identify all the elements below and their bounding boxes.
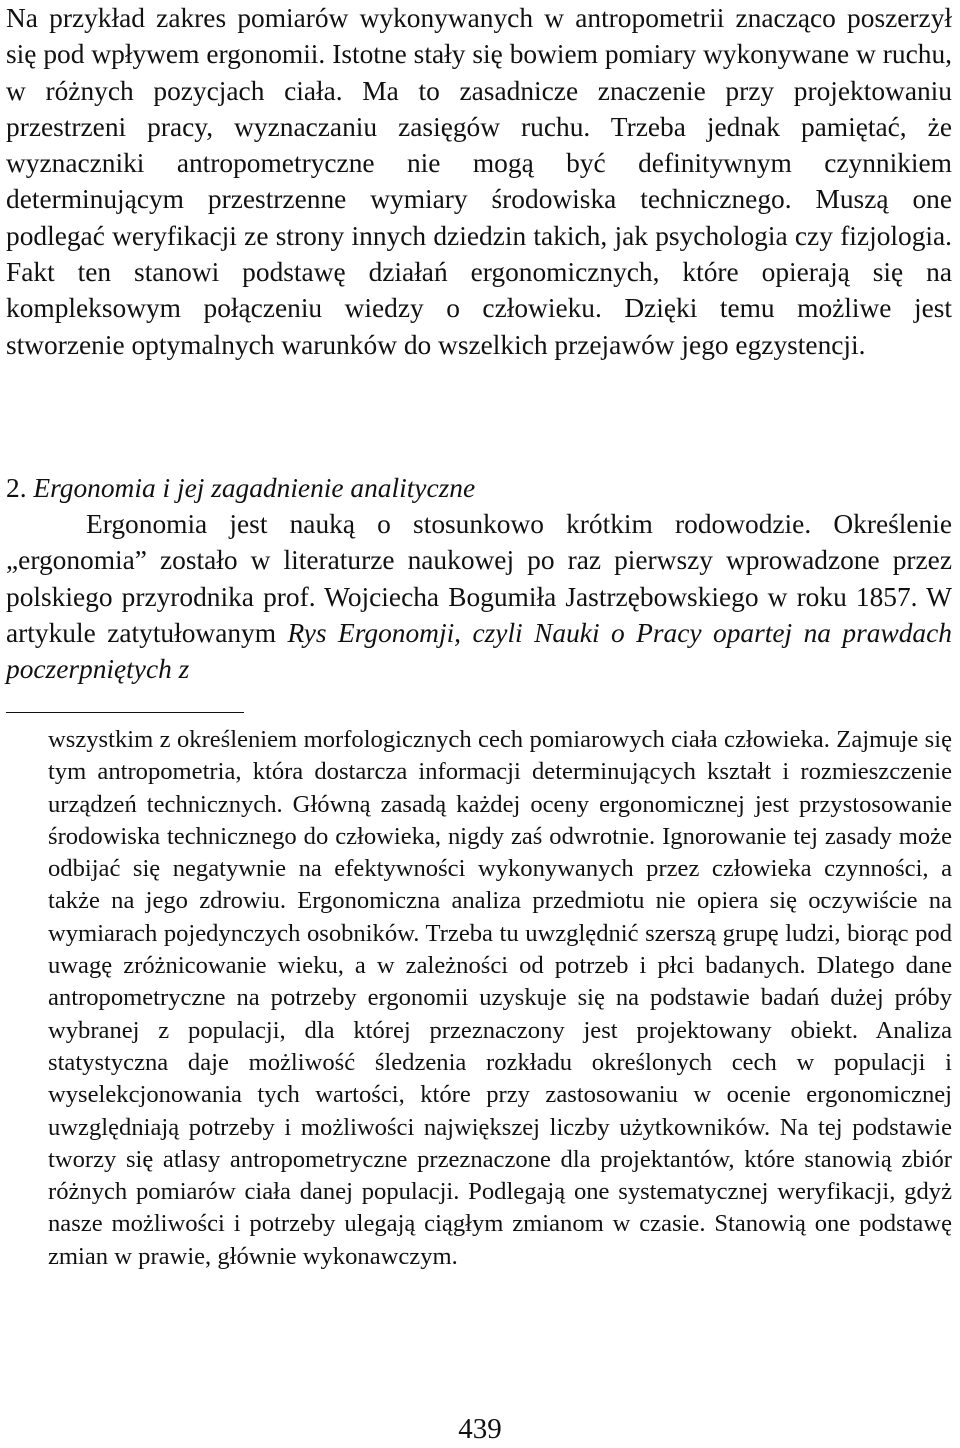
page-number: 439 [458,1413,502,1445]
section-title: Ergonomia i jej zagadnienie analityczne [33,473,476,503]
cited-work-title: Rys Ergonomji, czyli Nauki o Pracy opartej na prawdach poczerpniętych z [6,617,952,685]
footnote-text: wszystkim z określeniem morfologicznych cech pomiarowych ciała człowieka. Zajmuje się tym antropometria, która dostarcza informacji determinujących kształt i rozmieszczenie urządzeń technicznych. Główną zasadą każdej oceny ergonomicznej jest przystosowanie środowiska technicznego do człowieka, nigdy zaś odwrotnie. Ignorowanie tej zasady może odbijać się negatywnie na efektywności wykonywanych przez człowieka czynności, a także na jego zdrowiu. Ergonomiczna analiza przedmiotu nie opiera się oczywiście na wymiarach pojedynczych osobników. Trzeba tu uwzględnić szerszą grupę ludzi, biorąc pod uwagę zróżnicowanie wieku, a w zależności od potrzeb i płci badanych. Dlatego dane antropometryczne na potrzeby ergonomii uzyskuje się na podstawie badań dużej próby wybranej z populacji, dla której przeznaczony jest projektowany obiekt. Analiza statystyczna daje możliwość śledzenia rozkładu określonych cech w populacji i wyselekcjonowania tych wartości, które przy zastosowaniu w ocenie ergonomicznej uwzględniają potrzeby i możliwości największej liczby użytkowników. Na tej podstawie tworzy się atlasy antropometryczne przeznaczone dla projektantów, które stanowią zbiór różnych pomiarów ciała danej populacji. Podlegają one systematycznej weryfikacji, gdyż nasze możliwości i potrzeby ulegają ciągłym zmianom w czasie. Stanowią one podstawę zmian w prawie, głównie wykonawczym. [48,726,952,1270]
section-number: 2. [6,473,27,503]
body-paragraph-2 [6,506,952,687]
section-heading [6,470,952,506]
footnote-separator [6,712,244,713]
body-paragraph-2-text: Ergonomia jest nauką o stosunkowo krótkim rodowodzie. Określenie „ergonomia” zostało w literaturze naukowej po raz pierwszy wprowadzone przez polskiego przyrodnika prof. Wojciecha Bogumiła Jastrzębowskiego w roku 1857. W artykule zatytułowanym [6,509,952,648]
body-paragraph-1: Na przykład zakres pomiarów wykonywanych w antropometrii znacząco poszerzył się pod wpływem ergonomii. Istotne stały się bowiem pomiary wykonywane w ruchu, w różnych pozycjach ciała. Ma to zasadnicze znaczenie przy projektowaniu przestrzeni pracy, wyznaczaniu zasięgów ruchu. Trzeba jednak pamiętać, że wyznaczniki antropometryczne nie mogą być definitywnym czynnikiem determinującym przestrzenne wymiary środowiska technicznego. Muszą one podlegać weryfikacji ze strony innych dziedzin takich, jak psychologia czy fizjologia. Fakt ten stanowi podstawę działań ergonomicznych, które opierają się na kompleksowym połączeniu wiedzy o człowieku. Dzięki temu możliwe jest stworzenie optymalnych warunków do wszelkich przejawów jego egzystencji. [6,3,952,360]
